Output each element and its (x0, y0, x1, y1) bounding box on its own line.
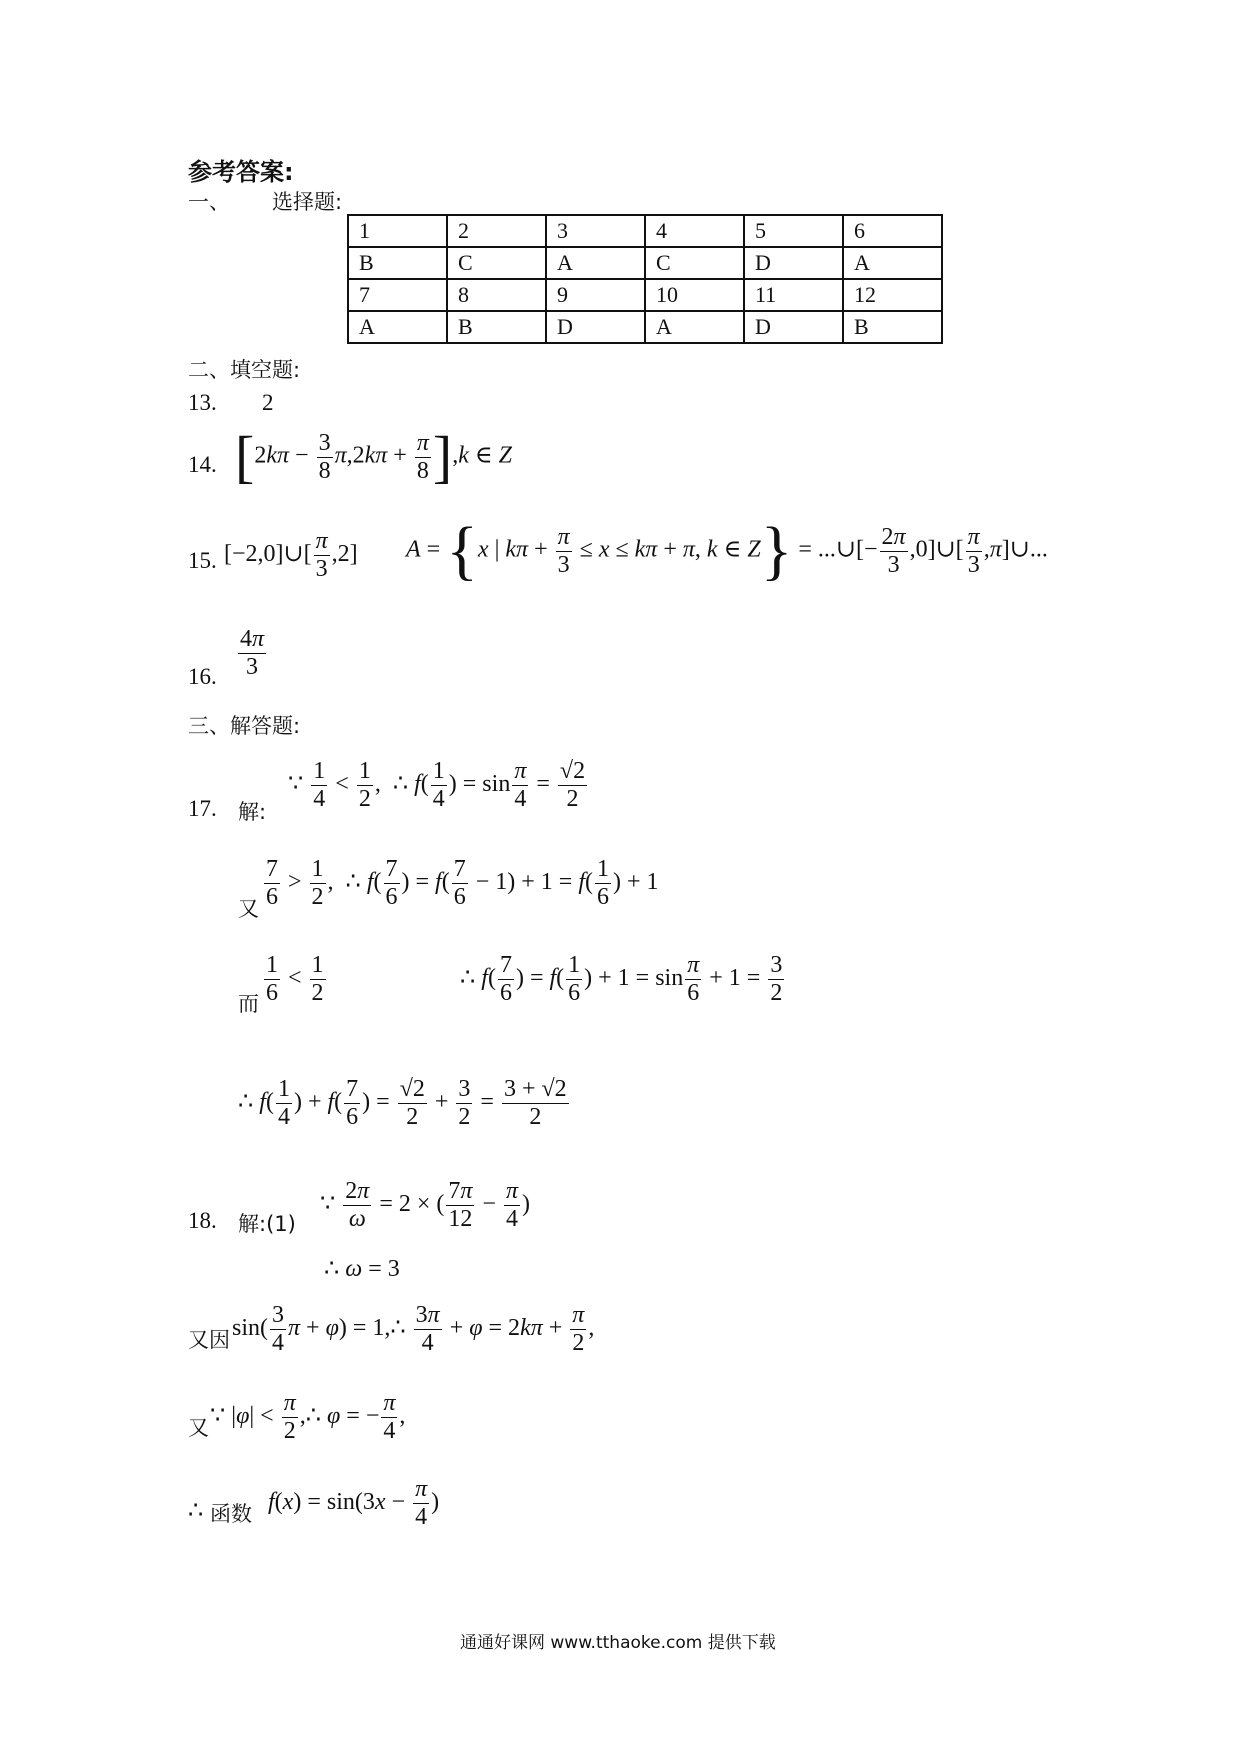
table-cell: A (843, 247, 942, 279)
table-cell: D (744, 247, 843, 279)
q17-er: 而 (238, 992, 259, 1016)
q15-formula-interval: [−2,0]∪[ $\frac{\pi}{3}$ ,2] (224, 528, 358, 582)
table-cell: 11 (744, 279, 843, 311)
q18-line3: ∵ |φ| < $\frac{\pi}{2}$ ,∴ φ = − $\frac{\pi}{4}$ , (210, 1390, 406, 1444)
q18-number: 18. (188, 1208, 217, 1233)
table-cell: 1 (348, 215, 447, 247)
table-cell: 12 (843, 279, 942, 311)
table-cell: B (447, 311, 546, 343)
q16-formula: $\frac{4\pi}{3}$ (240, 626, 265, 680)
table-cell: B (348, 247, 447, 279)
section-1-number: 一、 (188, 190, 230, 214)
page-footer: 通通好课网 www.tthaoke.com 提供下载 (460, 1633, 776, 1653)
table-cell: 4 (645, 215, 744, 247)
q17-number: 17. (188, 796, 217, 821)
q18-line2: sin( $\frac{3}{4}$ π + φ) = 1,∴ $\frac{3\pi}{4}$ + φ = 2kπ + $\frac{\pi}{2}$ , (232, 1302, 595, 1356)
table-row (348, 279, 942, 311)
table-row (348, 215, 942, 247)
answer-table (347, 214, 943, 344)
q18-line4-therefore: ∴ (188, 1498, 204, 1524)
q18-line4-func: 函数 (210, 1502, 252, 1526)
q17-line3a: $\frac{1}{6}$ < $\frac{1}{2}$ (266, 952, 324, 1006)
table-cell: 9 (546, 279, 645, 311)
q17-line3b: ∴ f( $\frac{7}{6}$ ) = f( $\frac{1}{6}$ ) + 1 = sin $\frac{\pi}{6}$ + 1 = $\frac{3}{2}$ (460, 952, 783, 1006)
table-cell: 3 (546, 215, 645, 247)
q17-line1: ∵ $\frac{1}{4}$ < $\frac{1}{2}$ , ∴ f( $\frac{1}{4}$ ) = sin $\frac{\pi}{4}$ = $\frac{√2}{2}$ (288, 758, 586, 812)
table-cell: D (744, 311, 843, 343)
table-cell: B (843, 311, 942, 343)
q17-line4: ∴ f( $\frac{1}{4}$ ) + f( $\frac{7}{6}$ ) = $\frac{√2}{2}$ + $\frac{3}{2}$ = $\frac{3 + √2}{2}$ (238, 1076, 567, 1130)
table-cell: 7 (348, 279, 447, 311)
table-cell: 5 (744, 215, 843, 247)
q16-number: 16. (188, 664, 217, 689)
q13-number: 13. (188, 390, 217, 415)
table-cell: A (348, 311, 447, 343)
q14-number: 14. (188, 452, 217, 477)
q17-you: 又 (238, 897, 259, 921)
q18-omega: ∴ ω = 3 (324, 1256, 400, 1282)
q15-number: 15. (188, 548, 217, 573)
section-2-label: 二、填空题: (188, 358, 301, 382)
table-cell: A (645, 311, 744, 343)
q15-formula-set: A = {x | kπ + $\frac{\pi}{3}$ ≤ x ≤ kπ + π, k ∈ Z} = ...∪[− $\frac{2\pi}{3}$ ,0]∪[ $\frac{\pi}{3}$ ,π]∪... (406, 514, 1048, 587)
table-cell: C (447, 247, 546, 279)
q17-line2: $\frac{7}{6}$ > $\frac{1}{2}$ , ∴ f( $\frac{7}{6}$ ) = f( $\frac{7}{6}$ − 1) + 1 = f( $\frac{1}{6}$ ) + 1 (266, 856, 659, 910)
table-cell: 2 (447, 215, 546, 247)
q13-answer: 2 (262, 390, 274, 415)
q18-line4: f(x) = sin(3x − $\frac{\pi}{4}$ ) (268, 1476, 440, 1530)
table-cell: D (546, 311, 645, 343)
table-row (348, 247, 942, 279)
table-cell: 8 (447, 279, 546, 311)
section-1-label: 选择题: (272, 190, 343, 214)
q17-jie: 解: (238, 800, 267, 824)
table-row (348, 311, 942, 343)
table-cell: A (546, 247, 645, 279)
q18-line2-prefix: 又因 (188, 1328, 230, 1352)
q18-line1: ∵ $\frac{2\pi}{\omega}$ = 2 × ( $\frac{7\pi}{12}$ − $\frac{\pi}{4}$ ) (320, 1178, 530, 1232)
table-cell: 6 (843, 215, 942, 247)
q18-line3-prefix: 又 (188, 1416, 209, 1440)
table-cell: C (645, 247, 744, 279)
table-cell: 10 (645, 279, 744, 311)
section-3-label: 三、解答题: (188, 714, 301, 738)
q14-formula: [2kπ − $\frac{3}{8}$ π,2kπ + $\frac{\pi}{8}$ ],k ∈ Z (235, 424, 512, 489)
q18-jie: 解:(1) (238, 1212, 296, 1236)
page-title: 参考答案: (188, 158, 294, 186)
